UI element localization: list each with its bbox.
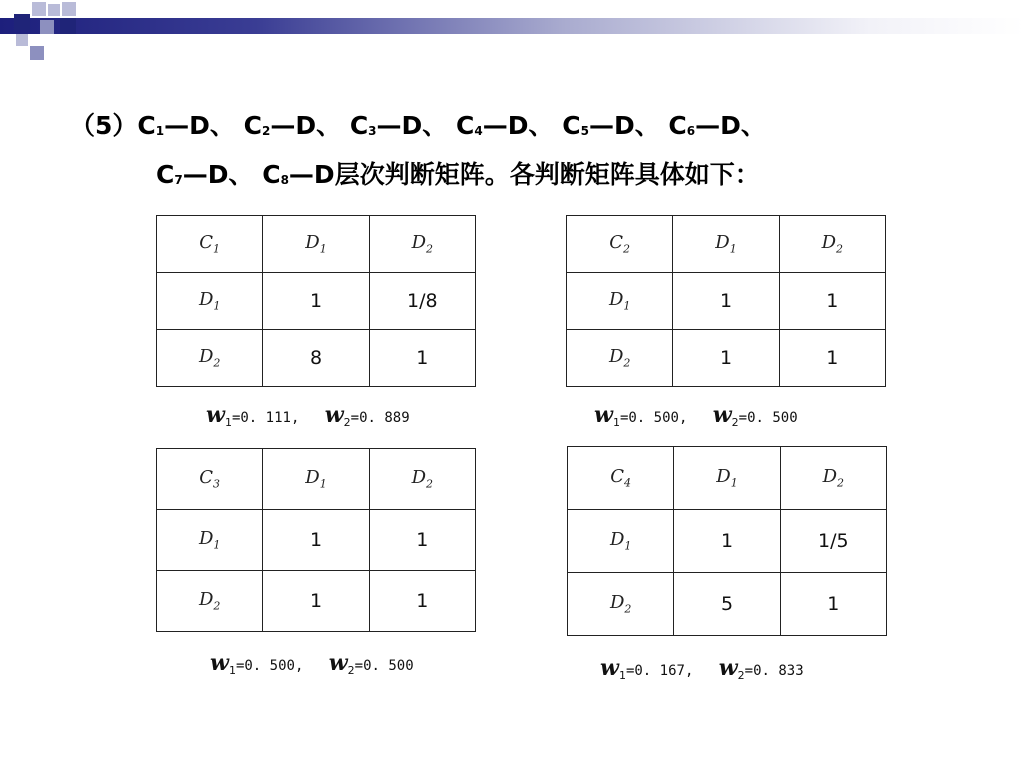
pair-rest: —D、	[695, 111, 766, 140]
header-square	[16, 34, 28, 46]
header-square	[62, 2, 76, 16]
judgment-matrix-c3	[156, 448, 476, 632]
pair-letter: C	[562, 111, 581, 140]
weights-c2: $w_1=0$. 500, $w_2=0$. 500	[594, 402, 798, 429]
title-pair	[244, 111, 341, 140]
matrix-row	[157, 510, 476, 571]
pair-rest: —D、	[376, 111, 448, 140]
matrix-corner-cell: $C_2$	[567, 216, 673, 273]
matrix-col-header: $D_1$	[263, 449, 369, 510]
title-pair	[668, 111, 765, 140]
pair-sub: 2	[261, 124, 271, 138]
matrix-row-header: $D_2$	[157, 330, 263, 387]
judgment-matrix-c1	[156, 215, 476, 387]
pair-letter: C	[243, 111, 262, 140]
matrix-col-header: $D_1$	[674, 447, 780, 510]
matrix-row-header: $D_2$	[567, 330, 673, 387]
pair-sub: 1	[155, 124, 165, 138]
matrix-value-cell: 1	[263, 571, 369, 632]
pair-rest: —D、	[164, 111, 235, 140]
title-line-1	[70, 104, 766, 153]
matrix-header-row	[568, 447, 887, 510]
header-square	[40, 20, 54, 34]
pair-letter: C	[262, 160, 281, 189]
matrix-header-row	[157, 216, 476, 273]
matrix-value-cell: 1	[673, 273, 779, 330]
weights-c4: $w_1=0$. 167, $w_2=0$. 833	[600, 655, 804, 682]
slide-title	[70, 104, 766, 202]
matrix-value-cell: 1/5	[780, 510, 886, 573]
matrix-value-cell: 1	[263, 510, 369, 571]
matrix-row	[567, 273, 886, 330]
pair-sub: 4	[474, 124, 483, 138]
matrix-row	[157, 273, 476, 330]
matrix-value-cell: 1	[369, 571, 475, 632]
title-prefix: （5）	[70, 111, 138, 140]
weights-c1: $w_1=0$. 111, $w_2=0$. 889	[206, 402, 410, 429]
matrix-row	[568, 573, 887, 636]
matrix-value-cell: 1	[779, 330, 885, 387]
title-pair	[156, 160, 253, 189]
pair-sub: 7	[174, 173, 183, 187]
header-square	[60, 18, 76, 34]
matrix-row	[157, 571, 476, 632]
pair-sub: 6	[686, 124, 696, 138]
matrix-value-cell: 1	[369, 330, 475, 387]
matrix-value-cell: 5	[674, 573, 780, 636]
matrix-value-cell: 8	[263, 330, 369, 387]
judgment-matrix-c4	[567, 446, 887, 636]
judgment-matrix-c2	[566, 215, 886, 387]
header-square	[14, 14, 30, 30]
matrix-value-cell: 1	[780, 573, 886, 636]
matrix-value-cell: 1	[263, 273, 369, 330]
matrix-header-row	[567, 216, 886, 273]
matrix-col-header: $D_2$	[369, 449, 475, 510]
matrix-value-cell: 1	[369, 510, 475, 571]
pair-letter: C	[668, 111, 687, 140]
title-pair	[137, 111, 234, 140]
pair-sub: 5	[580, 124, 589, 138]
matrix-col-header: $D_1$	[673, 216, 779, 273]
title-line-2	[70, 153, 766, 202]
matrix-row	[567, 330, 886, 387]
matrix-col-header: $D_2$	[780, 447, 886, 510]
matrix-row-header: $D_2$	[157, 571, 263, 632]
pair-letter: C	[156, 160, 175, 189]
title-suffix: 层次判断矩阵。各判断矩阵具体如下：	[334, 160, 760, 189]
pair-rest: —D、	[270, 111, 342, 140]
pair-letter: C	[456, 111, 475, 140]
pair-rest: —D、	[482, 111, 554, 140]
matrix-row-header: $D_1$	[567, 273, 673, 330]
title-pair	[456, 111, 553, 140]
matrix-row-header: $D_1$	[568, 510, 674, 573]
matrix-row-header: $D_1$	[157, 510, 263, 571]
header-square	[32, 2, 46, 16]
matrix-value-cell: 1	[779, 273, 885, 330]
pair-sub: 8	[280, 173, 289, 187]
header-square	[30, 46, 44, 60]
matrix-corner-cell: $C_4$	[568, 447, 674, 510]
matrix-row	[568, 510, 887, 573]
title-pair	[350, 111, 447, 140]
pair-rest: —D、	[182, 160, 254, 189]
pair-rest: —D	[288, 160, 335, 189]
pair-sub: 3	[368, 124, 377, 138]
matrix-row-header: $D_1$	[157, 273, 263, 330]
header-square	[48, 4, 60, 16]
matrix-col-header: $D_2$	[779, 216, 885, 273]
weights-c3: $w_1=0$. 500, $w_2=0$. 500	[210, 650, 414, 677]
matrix-col-header: $D_1$	[263, 216, 369, 273]
matrix-corner-cell: $C_3$	[157, 449, 263, 510]
matrix-value-cell: 1	[674, 510, 780, 573]
matrix-row	[157, 330, 476, 387]
matrix-col-header: $D_2$	[369, 216, 475, 273]
title-pair	[262, 160, 334, 189]
pair-rest: —D、	[588, 111, 660, 140]
matrix-corner-cell: $C_1$	[157, 216, 263, 273]
title-pair	[562, 111, 659, 140]
pair-letter: C	[349, 111, 369, 140]
header-gradient-bar	[0, 18, 1024, 34]
matrix-header-row	[157, 449, 476, 510]
matrix-value-cell: 1/8	[369, 273, 475, 330]
matrix-value-cell: 1	[673, 330, 779, 387]
matrix-row-header: $D_2$	[568, 573, 674, 636]
pair-letter: C	[137, 111, 156, 140]
